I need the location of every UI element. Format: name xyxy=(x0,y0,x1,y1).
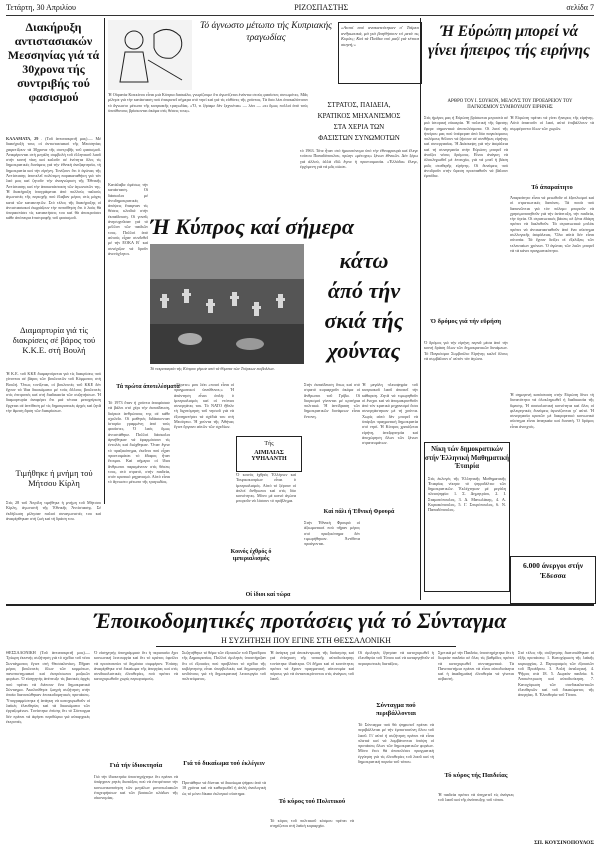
bottom-col6: Σχετικά μέ τήν Παιδεία, ὑποστηρίχτηκε ὅτι ἡ δωρεάν παιδεία σέ ὅλες τίς βαθμίδες πρέπει νά κατοχυρωθεῖ συνταγματικά. Τά Πανεπιστήμια πρέπει νά εἶναι αὐτοδιοίκητα καί ἡ ἀκαδημαϊκή ἐλευθερία νά γίνεται σεβαστή. xyxy=(438,650,514,682)
headline-line: άπό τήν xyxy=(327,278,401,303)
issue-date: Τετάρτη, 30 Απριλίου xyxy=(6,3,77,12)
bottom-byline: ΣΠ. ΚΟΥΣΙΝΟΠΟΥΛΟΣ xyxy=(534,840,594,846)
subsection-same-people: Οί ίδιοι καί τώρα xyxy=(245,592,291,598)
bottom-col5: Οἱ ὁμιλητές ζήτησαν νά κατοχυρωθεῖ ἡ ἐλευθερία τοῦ Τύπου καί νά καταργηθοῦν οἱ περιοριστικές διατάξεις. xyxy=(358,650,434,666)
cemetery-photo xyxy=(150,244,304,364)
subhead-line: ΦΑΣΙΣΤΩΝ ΣΥΝΩΜΟΤΩΝ xyxy=(318,134,400,142)
page-number: σελίδα 7 xyxy=(566,3,594,12)
right-body-col3: Ἀπαραίτητο εἶναι νά μειωθοῦν οἱ ἐξοπλισμοί καί οἱ στρατιωτικές δαπάνες. Τά ποσά πού δαπανῶνται γιά τόν πόλεμο μποροῦν νά χρησιμοποιηθοῦν γιά τήν ἀνάπτυξη, τήν παιδεία, τήν ὑγεία. Οἱ στρατιωτικές βάσεις σέ ξένα ἐδάφη πρέπει νά διαλυθοῦν. Τά στρατιωτικά μπλόκ πρέπει νά ἀντικατασταθοῦν ἀπό ἕνα σύστημα συλλογικῆς ἀσφάλειας. Ὅλα αὐτά δέν εἶναι οὐτοπία. Τά ἔχουν δείξει οἱ ἐξελίξεις τῶν τελευταίων χρόνων. Ὁ ἀγώνας τῶν λαῶν μπορεῖ νά τά κάνει πραγματικότητα. xyxy=(510,195,594,253)
left-article-headline: Διακήρυξη αντιστασιακών Μεσσηνίας γιά τά 30χρονα τής συντριβής τού φασισμού xyxy=(7,20,100,104)
bottom-section-constitution: Σύνταγμα πού περιβάλλονται xyxy=(375,702,417,717)
right-subtitle: ΑΡΘΡΟ ΤΟΥ Ι. ΣΟΥΚΟΝ, ΜΕΛΟΥΣ ΤΟΥ ΠΡΟΕΔΡΕΙΟΥ ΤΟΥ ΠΑΓΚΟΣΜΙΟΥ ΣΥΜΒΟΥΛΙΟΥ ΕΙΡΗΝΗΣ xyxy=(447,99,573,110)
cyprus-body-col5: Στήν ἐκπαίδευση ὅπως καί στό στρατό κυριαρχοῦν ἀκόμα οἱ ἄνθρωποι τοῦ Γρίβα. Οἱ διορισμοί γίνονται μέ κριτήρια πολιτικά. Ἡ ἀντίδραση τῶν δημοκρατικῶν δυνάμεων εἶναι ἔντονη. xyxy=(304,382,360,419)
subsection-national-guard: Καί πάλι ή Έθνική Φρουρά xyxy=(323,509,395,515)
byline-name: ΑΙΜΙΛΙΑΣ ΥΨΗΛΑΝΤΗ xyxy=(251,450,287,462)
top-center-intro: Ἡ Οὐρανία Κοκκίνου εἶναι μιά Κύπρια δασκάλα, γνωρίζουμε ὅτι ἀγωνίζεται ἐνάντια στούς φασίστες συνωμότες. Μᾶς μίλησε γιά τήν κατάσταση πού ἐπικρατεῖ σήμερα στό νησί καί γιά τίς εὐθύνες τῆς χούντας. Τά ὅσα λέει ἀποκαλύπτουν τό ἄγνωστο μέτωπο τῆς κυπριακῆς τραγωδίας. «Ὅ, τι ζήσαμε δέν ξεχνιέται» — λέει — «κι ὅμως πολλοί ἀπό τούς ὑπεύθυνους βρίσκονται ἀκόμα στίς θέσεις τους». xyxy=(108,92,308,113)
bottom-subheadline: Η ΣΥΖΗΤΗΣΗ ΠΟΥ ΕΓΙΝΕ ΣΤΗ ΘΕΣΣΑΛΟΝΙΚΗ xyxy=(156,636,456,647)
right-body-col1: Στίς ἡμέρες μας ἡ Εὐρώπη βρίσκεται μπροστά σέ μιά ἱστορική εὐκαιρία. Ἡ πολιτική τῆς ὕφεσης ἔφερε σημαντικά ἀποτελέσματα. Οἱ λαοί τῆς ἠπείρου μας πού ὑπέφεραν ἀπό δύο παγκόσμιους πολέμους θέλουν νά ζήσουν σέ συνθῆκες εἰρήνης καί συνεργασίας. Ἡ Διάσκεψη γιά τήν ἀσφάλεια καί τή συνεργασία στήν Εὐρώπη μπορεῖ νά ἀνοίξει νέους δρόμους. Εἶναι ἀνάγκη νά ὁλοκληρωθεῖ μέ ἐπιτυχία, γιά νά μπεῖ ἡ βάση μιᾶς σταθερῆς εἰρήνης. Οἱ δυνάμεις πού ἀντιδροῦν στήν ὕφεση προσπαθοῦν νά βάλουν ἐμπόδια. xyxy=(424,115,508,179)
cyprus-body-col1: Κατάλαβα ἀμέσως τήν κατάσταση. Οἱ δάσκαλοι μέ ἀντιδημοκρατικές ἀπόψεις ἔπαιρναν τίς θέσεις κλειδιά στήν ἐκπαίδευση. Οἱ γονεῖς ἀνησυχοῦσαν γιά τό μέλλον τῶν παιδιῶν τους. Πολλοί ἀπό αὐτούς εἶχαν συνδεθεῖ μέ τήν ΕΟΚΑ Β΄ καί συνέχιζαν νά δροῦν ἀνενόχλητοι. xyxy=(108,182,148,256)
right-body-col4: Ὁ δρόμος γιά τήν εἰρήνη περνᾶ μέσα ἀπό τήν κοινή δράση ὅλων τῶν δημοκρατικῶν δυνάμεων. Τό Παγκόσμιο Συμβούλιο Εἰρήνης καλεῖ ὅλους νά συμβάλουν σ' αὐτόν τόν ἀγώνα. xyxy=(424,340,508,361)
nike-box xyxy=(424,442,510,592)
bottom-col2: Ὁ εἰσηγητής ὑπογράμμισε ὅτι ἡ περιουσία ἔχει κοινωνική λειτουργία καί ὅτι τό κράτος ὀφείλει νά προστατεύει τό δημόσιο συμφέρον. Ἐπίσης ἀναφέρθηκε στό δικαίωμα τῆς ἀπεργίας καί στίς συνδικαλιστικές ἐλευθερίες, πού πρέπει νά κατοχυρωθοῦν χωρίς περιορισμούς. xyxy=(94,650,178,682)
quote-text: «Αυτοί πού ανακατεύτηκαν σ' Τσίρκο ανθρωπικά, μά γιά βοηθήσουν τό μετά τις Κυρίες; Καί τά Παίδια τού μαζί γιά τέτοια σκηνή;» xyxy=(341,25,419,47)
subhead-line: ΣΤΡΑΤΟΣ, ΠΑΙΔΕΙΑ, xyxy=(327,101,391,109)
cartoon-illustration xyxy=(108,20,192,90)
left-article2-headline: Διαμαρτυρία γιά τίς διακρίσεις σέ βάρος τού Κ.Κ.Ε. στή Βουλή xyxy=(12,325,96,355)
bottom-col7: Στό τέλος τῆς συζήτησης διατυπώθηκαν οἱ ἑξῆς προτάσεις: 1. Κατοχύρωση τῆς λαϊκῆς κυριαρχίας. 2. Περιορισμός τῶν ἐξουσιῶν τοῦ Προέδρου. 3. Ἁπλή ἀναλογική. 4. Ψῆφος στά 18. 5. Δωρεάν παιδεία. 6. Ἀποκέντρωση καί αὐτοδιοίκηση. 7. Κατοχύρωση τῶν συνδικαλιστικῶν ἐλευθεριῶν καί τοῦ δικαιώματος τῆς ἀπεργίας. 8. Ἐλευθερία τοῦ Τύπου. xyxy=(518,650,594,698)
cyprus-intro: τό 1963. Τότε ἦταν στό ἡμιαυτόνομο ὑπό τήν ἐθνοφρουρά καί ἔλεγε τούτου Παπαδόπουλου, πρώην «μέτοχος» ξένων ἐθνικῶν. Δέν ξέρω γιά ἀλλού, ἀλλά ἐδῶ ἔγινε ἡ προετοιμασία. «Ἐλλάδα» ἔλεγε, ἐρχόμενη γιά νά μᾶς σώσει. xyxy=(300,148,418,169)
headline-line: σκιά τής xyxy=(324,308,404,333)
top-center-title: Τό άγνωστο μέτωπο τής Κυπριακής τραγωδίας xyxy=(199,21,333,43)
bottom-col3b: Προτάθηκε νά δίνεται τό δικαίωμα ψήφου ἀπό τά 18 χρόνια καί νά καθιερωθεῖ ἡ ἁπλή ἀναλογική ὡς τό μόνο δίκαιο ἐκλογικό σύστημα. xyxy=(182,780,266,796)
byline-label: Τής xyxy=(264,441,274,447)
bottom-headline: Έποικοδομητικές προτάσεις γιά τό Σύνταγμα xyxy=(93,608,507,633)
cyprus-body-col6: Στήν Ἐθνική Φρουρά οἱ ἀξιωματικοί πού πῆραν μέρος στό πραξικόπημα δέν τιμωρήθηκαν. Ἀντίθετα προάγονται. xyxy=(304,520,360,547)
right-headline: Ή Εύρώπη μπορεί νά γίνει ήπειρος τής ειρήνης xyxy=(428,23,590,59)
cyprus-body-col2: Τό 1973 ὅταν ἡ χούντα ἀποφάσισε νά βάλει στό χέρι τήν ἐκπαίδευση, διόρισε ἀνθρώπους της σέ κάθε σχολεῖο. Οἱ μαθητές διδάσκονταν ἱστορία γραμμένη ἀπό τούς φασίστες. Ὁ λαός ὅμως ἀντιστάθηκε. Πολλοί δάσκαλοι ἀρνήθηκαν νά ἐφαρμόσουν τίς ἐντολές καί διώχθηκαν. Ὅταν ἔγινε τό πραξικόπημα, ἐκεῖνοι πού εἶχαν προετοιμάσει τό ἔδαφος ἦταν ἕτοιμοι. Καί σήμερα οἱ ἴδιοι ἄνθρωποι παραμένουν στίς θέσεις τους, στό στρατό, στήν παιδεία, στόν κρατικό μηχανισμό. Αὐτό εἶναι τό ἄγνωστο μέτωπο τῆς τραγωδίας. xyxy=(108,400,170,485)
quote-box xyxy=(338,22,422,84)
subsection-first-results: Τά πρώτα άποτελέσματα xyxy=(116,384,180,390)
left-article3-body: Στίς 28 τοῦ Ἀπρίλη τιμήθηκε ἡ μνήμη τοῦ Μήτσου Κίρλη, ἀγωνιστῆ τῆς Ἐθνικῆς Ἀντίστασης. Σέ ἐκδήλωση μίλησαν παλιοί συναγωνιστές του καί ἀναφέρθηκαν στή ζωή καί τή δράση του. xyxy=(6,500,101,521)
bottom-col4b: Τό κύρος τοῦ πολιτικοῦ κόσμου πρέπει νά στηρίζεται στή λαϊκή κυριαρχία. xyxy=(270,818,354,829)
left-article2-body: Ἡ Κ.Ε. τοῦ ΚΚΕ διαμαρτύρεται γιά τίς διακρίσεις πού γίνονται σέ βάρος τῶν βουλευτῶν τοῦ Κόμματος στή Βουλή. Ὅπως τονίζεται, οἱ βουλευτές τοῦ ΚΚΕ δέν ἔχουν τά ἴδια δικαιώματα μέ τούς ἄλλους βουλευτές στίς ἐπιτροπές καί στή διαδικασία τῶν συζητήσεων. Ἡ διαμαρτυρία ἀναφέρει ὅτι μιά τέτοια μεταχείριση ἔρχεται σέ ἀντίθεση μέ τίς δημοκρατικές ἀρχές καί ζητᾶ τήν ἄμεση ἄρση τῶν διακρίσεων. xyxy=(6,371,101,414)
bottom-col5b: Τό Σύνταγμα πού θά ψηφιστεῖ πρέπει νά περιβάλλεται μέ τήν ἐμπιστοσύνη ὅλου τοῦ λαοῦ. Γι' αὐτό ἡ συζήτηση πρέπει νά εἶναι πλατιά καί νά λαμβάνονται ὑπόψη οἱ προτάσεις ὅλων τῶν δημοκρατικῶν φορέων. Μόνο ἔτσι θά ἀποτελέσει πραγματική ἐγγύηση γιά τίς ἐλευθερίες τοῦ λαοῦ καί τή δημοκρατική πορεία τοῦ τόπου. xyxy=(358,722,434,765)
cyprus-body-col3: «Ξέρετε» μου λέει «ποιοί εἶναι οἱ πραγματικοί ὑπεύθυνοι;» Ἡ ἀπάντηση εἶναι ἁπλή: ὁ ἰμπεριαλισμός καί οἱ ντόπιοι συνεργάτες του. Τό ΝΑΤΟ ἤθελε τή διχοτόμηση τοῦ νησιοῦ γιά νά ἐξυπηρετήσει τά σχέδιά του στή Μεσόγειο. Ἡ χούντα τῆς Ἀθήνας ἔγινε ὄργανο αὐτῶν τῶν σχεδίων. xyxy=(174,382,234,430)
newspaper-name: ΡΙΖΟΣΠΑΣΤΗΣ xyxy=(294,3,349,12)
left-article-body: ΚΑΛΑΜΑΤΑ, 29 . (Τοῦ ἀνταποκριτῆ μας).— Μέ διακήρυξή τους οἱ ἀντιστασιακοί τῆς Μεσσηνίας χαιρετίζουν τά 30χρονα τῆς συντριβῆς τοῦ φασισμοῦ. Ἀναφέρονται στή μεγάλη συμβολή τοῦ ἑλληνικοῦ λαοῦ στήν κοινή νίκη καί καλοῦν σέ ἑνότητα ὅλες τίς δημοκρατικές δυνάμεις γιά τήν ἐθνική ἀνεξαρτησία, τή δημοκρατία καί τήν εἰρήνη. Τονίζουν ὅτι ὁ ἀγώνας τῆς Ἀντίστασης ἀποτελεῖ πολύτιμη παρακαταθήκη γιά τόν λαό μας καί ζητοῦν τήν ἀναγνώριση τῆς Ἐθνικῆς Ἀντίστασης καί τήν ἀποκατάσταση τῶν ἀγωνιστῶν της. Ἡ διακήρυξη ὑπογράφεται ἀπό πολλούς παλιούς ἀγωνιστές τῆς περιοχῆς πού ἔλαβαν μέρος στίς μάχες κατά τῶν κατακτητῶν. Στό τέλος τῆς διακήρυξης οἱ ἀντιστασιακοί ἐκφράζουν τήν πεποίθηση ὅτι ὁ λαός θά ὑπερασπίσει τίς κατακτήσεις του καί θά ἀποκρούσει κάθε ἀπόπειρα ἐπιστροφῆς τοῦ φασισμοῦ. xyxy=(6,136,101,221)
photo-caption: Τό νεκροταφείο τής Κύπρου γέμισε από τά θύματα τών Τούρκων εισβολέων. xyxy=(150,366,275,371)
subsection-common-enemy: Κοινός έχθρός ό ιμπεριαλισμός xyxy=(230,549,272,562)
edessa-headline: 6.000 άνεργοι στήν Έδεσσα xyxy=(522,561,584,580)
right-section-road: Ό δρόμος γιά τήν εΰρήση xyxy=(430,318,502,325)
cyprus-body-col7: Ἡ μεγάλη πλειοψηφία τοῦ κυπριακοῦ λαοῦ ἀπαιτεῖ τήν κάθαρση. Ζητᾶ νά τιμωρηθοῦν οἱ ἔνοχοι καί νά ἀπομακρυνθοῦν ἀπό τόν κρατικό μηχανισμό ὅσοι συνεργάστηκαν μέ τή χούντα. Χωρίς αὐτό δέν μπορεῖ νά ὑπάρξει πραγματική δημοκρατία στό νησί. Ἡ Κύπρος χρειάζεται εἰρήνη, ἀνεξαρτησία καί ἀποχώρηση ὅλων τῶν ξένων στρατευμάτων. xyxy=(362,382,418,446)
left-article-headline-box xyxy=(6,20,101,104)
right-body-col2: Ἡ Εὐρώπη πρέπει νά γίνει ἤπειρος τῆς εἰρήνης. Αὐτό ἀπαιτοῦν οἱ λαοί, αὐτό ἐπιβάλλουν τά συμφέροντα ὅλων τῶν χωρῶν. xyxy=(510,115,594,131)
byline-box xyxy=(236,436,302,472)
right-section-necessary: Τό άπαραίτητο xyxy=(531,184,573,191)
bottom-col3: Συζητήθηκε τό θέμα τῶν ἐξουσιῶν τοῦ Προέδρου τῆς Δημοκρατίας. Πολλοί ὁμιλητές ὑποστήριξαν ὅτι οἱ ἐξουσίες πού προβλέπει τό σχέδιο τῆς κυβέρνησης εἶναι ὑπερβολικές καί δημιουργοῦν κινδύνους γιά τή δημοκρατική λειτουργία τοῦ πολιτεύματος. xyxy=(182,650,266,682)
edessa-box xyxy=(510,556,596,604)
cyprus-headline: Ή Κύπρος καί σήμερα xyxy=(150,214,355,239)
bottom-col4: Ἡ ἀνάγκη γιά ἀποκέντρωση τῆς διοίκησης καί γιά ἐνίσχυση τῆς τοπικῆς αὐτοδιοίκησης τονίστηκε ἰδιαίτερα. Οἱ δῆμοι καί οἱ κοινότητες πρέπει νά ἔχουν πραγματική αὐτονομία καί πόρους γιά νά ἀνταποκρίνονται στίς ἀνάγκες τοῦ λαοῦ. xyxy=(270,650,354,682)
cyprus-body-col4: Ὁ κοινός ἐχθρός Ἑλλήνων καί Τουρκοκυπρίων εἶναι ὁ ἰμπεριαλισμός. Αὐτό τό ξέρουν οἱ ἁπλοί ἄνθρωποι καί στίς δύο κοινότητες. Μόνο μέ κοινό ἀγώνα μποροῦν νά λύσουν τό πρόβλημα. xyxy=(236,472,296,504)
column-divider-right xyxy=(420,18,421,600)
bottom-section-property: Γιά τήν ίδιοκτησία xyxy=(109,762,163,769)
column-divider xyxy=(104,18,105,504)
headline-line: χούντας xyxy=(327,338,401,363)
cyprus-subheads xyxy=(300,100,418,144)
subhead-line: ΣΤΑ ΧΕΡΙΑ ΤΩΝ xyxy=(333,123,385,131)
headline-line: κάτω xyxy=(339,248,389,273)
page-header xyxy=(6,3,594,16)
bottom-section-education: Τό κύρος τής Παιδείας xyxy=(444,772,508,779)
left-article3-headline: Τιμήθηκε ή μνήμη τού Μήτσου Κίρλη xyxy=(15,468,93,488)
bottom-col6b: Ἡ παιδεία πρέπει νά ὑπηρετεῖ τίς ἀνάγκες τοῦ λαοῦ καί τῆς ἀνάπτυξης τοῦ τόπου. xyxy=(438,792,514,803)
right-body-col5: Ἡ σημερινή κατάσταση στήν Εὐρώπη δίνει τή δυνατότητα νά ὁλοκληρωθεῖ ἡ διαδικασία τῆς ὕφεσης. Ἡ σοσιαλιστική κοινότητα καί ὅλες οἱ φιλειρηνικές δυνάμεις ἀγωνίζονται γι' αὐτό. Ἡ συνεργασία κρατῶν μέ διαφορετικό κοινωνικό σύστημα εἶναι ἀναγκαία καί δυνατή. Ὁ δρόμος εἶναι ἀνοιχτός. xyxy=(510,392,594,429)
cyprus-headline2 xyxy=(308,246,420,366)
bottom-col2b: Γιά τήν ἰδιοκτησία ὑποστηρίχτηκε ὅτι πρέπει νά ὑπάρχουν ρητές διατάξεις πού νά ἐπιτρέπουν τήν κοινωνικοποίηση τῶν μεγάλων μονοπωλιακῶν ἐπιχειρήσεων καί τῶν βασικῶν κλάδων τῆς οἰκονομίας. xyxy=(94,774,178,801)
bottom-section-vote: Γιά τό δικαίωμα τού έκλέγειν xyxy=(183,760,265,767)
bottom-top-rule xyxy=(6,604,594,606)
bottom-section-political: Τό κύρος τού Πολιτικού xyxy=(278,798,346,805)
subhead-line: ΚΡΑΤΙΚΟΣ ΜΗΧΑΝΙΣΜΟΣ xyxy=(317,112,401,120)
left-article-dateline: ΚΑΛΑΜΑΤΑ, 29 xyxy=(6,136,39,141)
bottom-col1: ΘΕΣΣΑΛΟΝΙΚΗ (Τοῦ ἀνταποκριτῆ μας).— Τρίωρη ἐκτενής συζήτηση γιά τό σχέδιο τοῦ νέου Συντάγματος ἔγινε στή Θεσσαλονίκη. Πῆραν μέρος βουλευτές ὅλων τῶν κομμάτων, πανεπιστημιακοί καί ἐκπρόσωποι μαζικῶν φορέων. Ὁ εἰσηγητής ἀνέπτυξε τίς βασικές ἀρχές πού πρέπει νά διέπουν ἕνα δημοκρατικό Σύνταγμα. Ἀκολούθησε ζωηρή συζήτηση στήν ὁποία διατυπώθηκαν ἐποικοδομητικές προτάσεις. Ὑπογραμμίστηκε ἡ ἀνάγκη νά κατοχυρωθοῦν οἱ λαϊκές ἐλευθερίες καί τά δικαιώματα τῶν ἐργαζομένων. Τονίστηκε ἐπίσης ὅτι τό Σύνταγμα δέν πρέπει νά ἀφήνει περιθώρια γιά αὐταρχικές ἐκτροπές. xyxy=(6,650,90,724)
nike-headline: Νίκη τών δημοκρατικών στήν Έλληνική Μαθηματική Έταιρία xyxy=(425,446,510,470)
nike-body: Στίς ἐκλογές τῆς Ἑλληνικῆς Μαθηματικῆς Ἑταιρίας νίκησε τό ψηφοδέλτιο τῶν δημοκρατικῶν. Ἐκλέχτηκαν μέ μεγάλη πλειοψηφία: 1. Σ. Δημητρίου, 2. Ι. Σταματόπουλος, 3. Δ. Μανωλάκης, 4. Α. Κυριακόπουλος, 5. Γ. Σπυρόπουλος, 6. Ν. Παπαδόπουλος. xyxy=(428,475,506,513)
